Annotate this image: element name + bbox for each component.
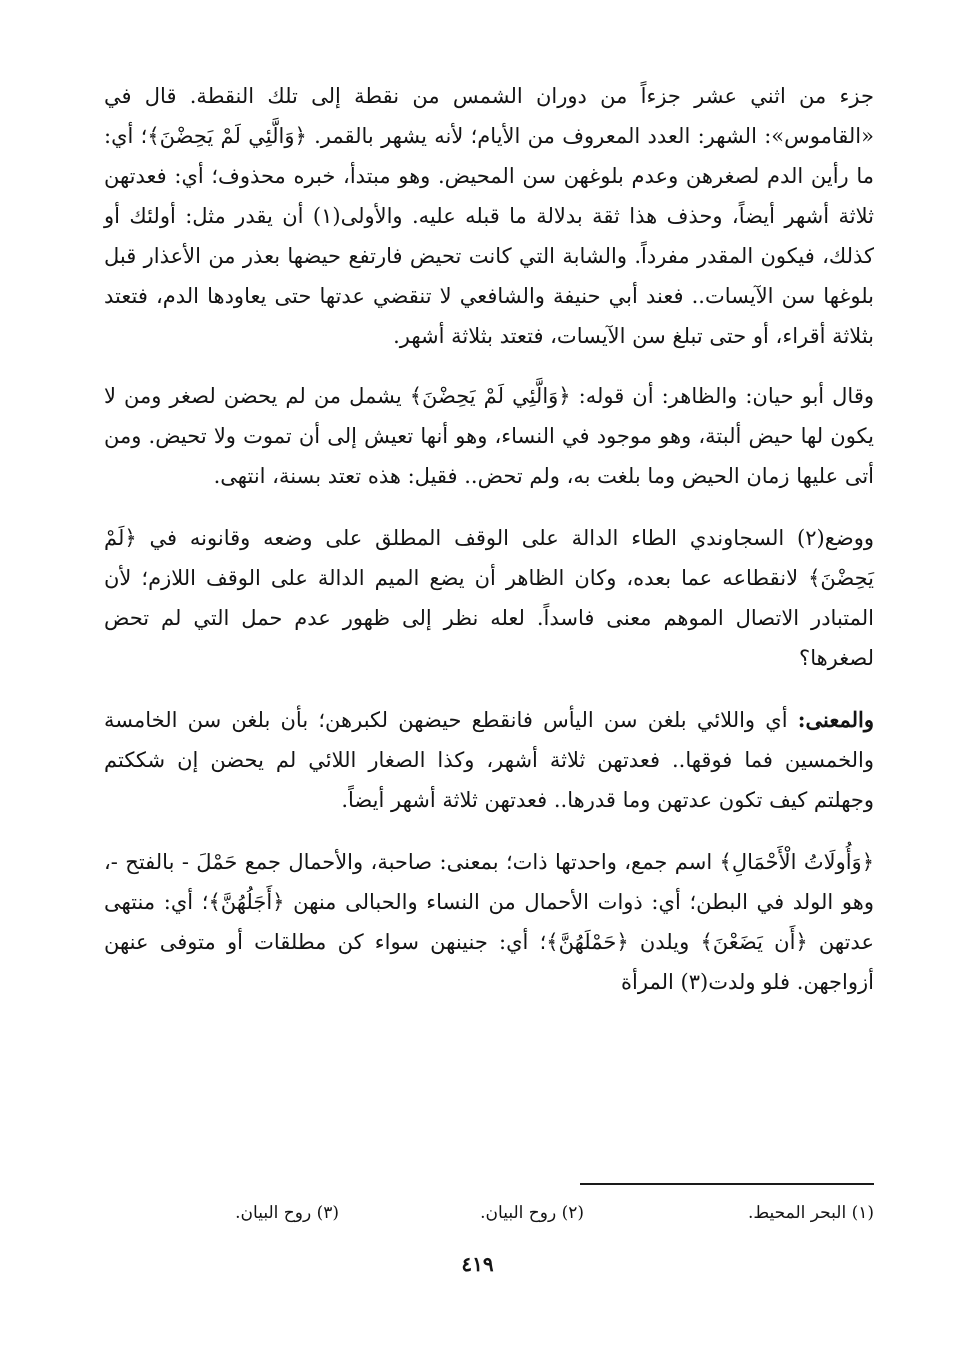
paragraph-2 [104,376,874,496]
paragraph-1-text: جزء من اثني عشر جزءاً من دوران الشمس من نقطة إلى تلك النقطة. قال في «القاموس»: الشهر: العدد المعروف من الأيام؛ لأنه يشهر بالقمر. ﴿وَالَّئِي لَمْ يَحِضْنَ﴾؛ أي: ما رأين الدم لصغرهن وعدم بلوغهن سن المحيض. وهو مبتدأ، خبره محذوف؛ أي: فعدتهن ثلاثة أشهر أيضاً، وحذف هذا ثقة بدلالة ما قبله عليه. والأولى(١) أن يقدر مثل: أولئك أو كذلك، فيكون المقدر مفرداً. والشابة التي كانت تحيض فارتفع حيضها بعذر من الأعذار قبل بلوغها سن الآيسات.. فعند أبي حنيفة والشافعي لا تنقضي عدتها حتى يعاودها الدم، فتعتد بثلاثة أقراء، أو حتى تبلغ سن الآيسات، فتعتد بثلاثة أشهر. [104,84,874,348]
paragraph-5-text: ﴿وَأُولَاتُ الْأَحْمَالِ﴾ اسم جمع، واحدتها ذات؛ بمعنى: صاحبة، والأحمال جمع حَمْلَ - بالفتح -، وهو الولد في البطن؛ أي: ذوات الأحمال من النساء والحبالى منهن ﴿أَجَلُهُنَّ﴾؛ أي: منتهى عدتهن ﴿أَن يَضَعْنَ﴾ ويلدن ﴿حَمْلَهُنَّ﴾؛ أي: جنينهن سواء كن مطلقات أو متوفى عنهن أزواجهن. فلو ولدت(٣) المرأة [104,850,874,994]
paragraph-4 [104,700,874,820]
footnote-3: (٣) روح البيان. [235,1203,339,1223]
paragraph-2-text: وقال أبو حيان: والظاهر: أن قوله: ﴿وَالَّئِي لَمْ يَحِضْنَ﴾ يشمل من لم يحضن لصغر ومن لا يكون لها حيض ألبتة، وهو موجود في النساء، وهو أنها تعيش إلى أن تموت ولا تحيض. ومن أتى عليها زمان الحيض وما بلغت به، ولم تحض.. فقيل: هذه تعتد بسنة، انتهى. [104,384,874,488]
page-number: ٤١٩ [461,1252,494,1276]
footnote-2: (٢) روح البيان. [480,1203,584,1223]
footnotes [104,1198,874,1232]
paragraph-4-text: أي واللائي بلغن سن اليأس فانقطع حيضهن لكبرهن؛ بأن بلغن سن الخامسة والخمسين فما فوقها.. فعدتهن ثلاثة أشهر، وكذا الصغار اللائي لم يحضن إن شككتم وجهلتم كيف تكون عدتهن وما قدرها.. فعدتهن ثلاثة أشهر أيضاً. [104,708,874,812]
page-body [104,76,874,1024]
paragraph-5 [104,842,874,1002]
paragraph-1 [104,76,874,356]
paragraph-3-text: ووضع(٢) السجاوندي الطاء الدالة على الوقف المطلق على وضعه وقانونه في ﴿لَمْ يَحِضْنَ﴾ لانقطاعه عما بعده، وكان الظاهر أن يضع الميم الدالة على الوقف اللازم؛ لأن المتبادر الاتصال الموهم معنى فاسداً. لعله نظر إلى ظهور عدم حمل التي لم تحض لصغرها؟ [104,526,874,670]
paragraph-3 [104,518,874,678]
footnote-divider [580,1183,874,1185]
paragraph-4-lead: والمعنى: [797,707,874,732]
footnote-1: (١) البحر المحيط. [748,1203,874,1223]
